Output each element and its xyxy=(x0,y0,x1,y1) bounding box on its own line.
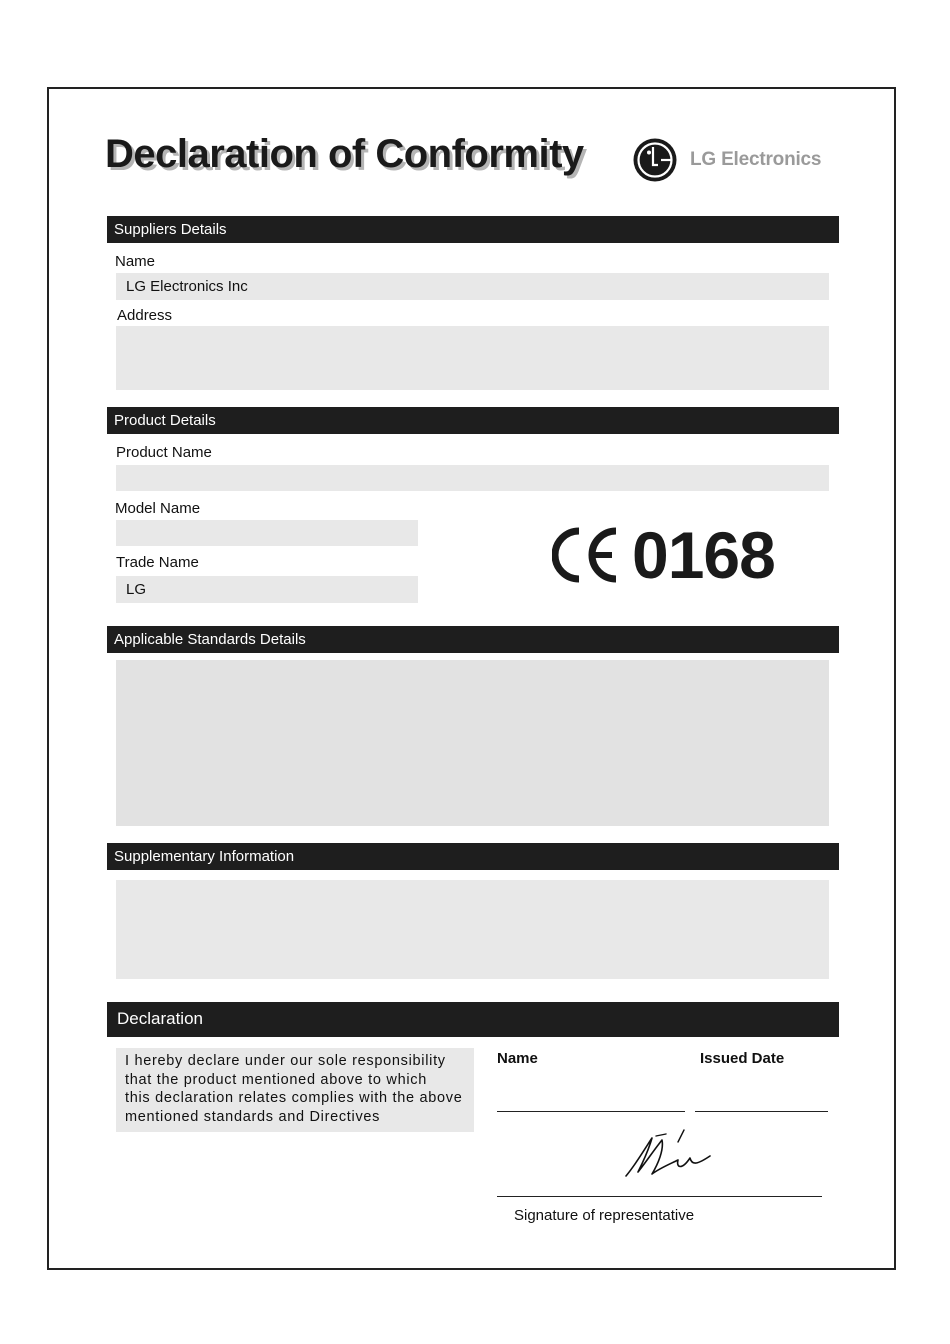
brand-logo xyxy=(632,137,821,183)
supplier-name-label: Name xyxy=(115,253,156,270)
signatory-name-line[interactable] xyxy=(497,1111,685,1112)
notified-body-number: 0168 xyxy=(632,518,775,592)
signature-line[interactable] xyxy=(497,1196,822,1197)
lg-logo-icon xyxy=(632,137,678,183)
section-header-suppliers: Suppliers Details xyxy=(107,216,839,243)
issued-date-label: Issued Date xyxy=(700,1050,785,1067)
supplier-name-field[interactable]: LG Electronics Inc xyxy=(116,273,829,300)
section-header-product: Product Details xyxy=(107,407,839,434)
issued-date-line[interactable] xyxy=(695,1111,828,1112)
supplier-address-label: Address xyxy=(117,307,173,324)
section-header-declaration: Declaration xyxy=(107,1002,839,1037)
section-header-supplementary: Supplementary Information xyxy=(107,843,839,870)
declaration-line: this declaration relates complies with the above xyxy=(125,1090,463,1106)
product-name-field[interactable] xyxy=(116,465,829,491)
handwritten-signature xyxy=(618,1120,718,1186)
declaration-line: that the product mentioned above to which xyxy=(125,1071,427,1088)
page-title: Declaration of Conformity xyxy=(105,132,584,176)
declaration-line: mentioned standards and Directives xyxy=(125,1108,381,1125)
product-name-label: Product Name xyxy=(116,444,212,461)
trade-name-label: Trade Name xyxy=(116,554,199,571)
signature-caption: Signature of representative xyxy=(514,1207,695,1224)
declaration-line: I hereby declare under our sole responsibility xyxy=(125,1053,446,1069)
ce-mark-icon xyxy=(552,527,618,583)
supplier-address-field[interactable] xyxy=(116,326,829,390)
declaration-statement xyxy=(116,1048,474,1132)
model-name-field[interactable] xyxy=(116,520,418,546)
trade-name-field[interactable]: LG xyxy=(116,576,418,603)
brand-name: LG Electronics xyxy=(690,149,822,170)
model-name-label: Model Name xyxy=(115,500,201,517)
signatory-name-label: Name xyxy=(497,1050,538,1067)
supplementary-field[interactable] xyxy=(116,880,829,979)
ce-marking xyxy=(552,518,775,592)
standards-field[interactable] xyxy=(116,660,829,826)
section-header-standards: Applicable Standards Details xyxy=(107,626,839,653)
